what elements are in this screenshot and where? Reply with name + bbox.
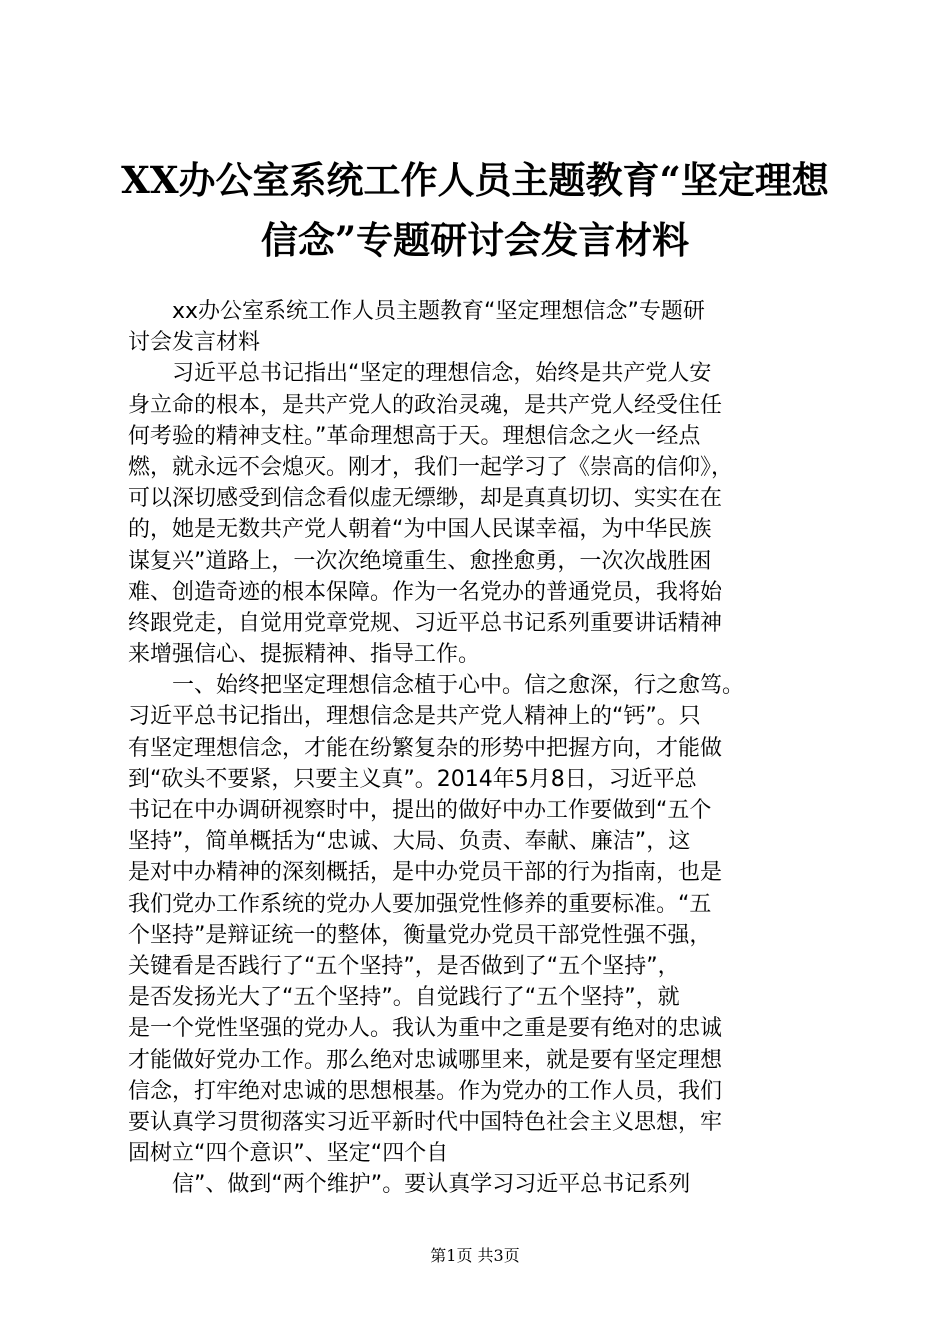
body-line: 信念，打牢绝对忠诚的思想根基。作为党办的工作人员，我们 <box>128 1078 723 1104</box>
body-line: 我们党办工作系统的党办人要加强党性修养的重要标准。“五 <box>128 891 712 917</box>
document-title-line-1: XX办公室系统工作人员主题教育“坚定理想 <box>121 158 829 202</box>
body-line: 到“砍头不要紧，只要主义真”。2014年5月8日，习近平总 <box>128 766 697 792</box>
body-line: 是一个党性坚强的党办人。我认为重中之重是要有绝对的忠诚 <box>128 1016 723 1042</box>
body-line: 信”、做到“两个维护”。要认真学习习近平总书记系列 <box>172 1172 691 1198</box>
body-line: 有坚定理想信念，才能在纷繁复杂的形势中把握方向，才能做 <box>128 735 723 761</box>
body-line: 燃，就永远不会熄灭。刚才，我们一起学习了《崇高的信仰》， <box>128 454 734 480</box>
body-line: 坚持”，简单概括为“忠诚、大局、负责、奉献、廉洁”，这 <box>128 829 691 855</box>
body-line: 习近平总书记指出“坚定的理想信念，始终是共产党人安 <box>172 361 712 387</box>
body-line: 是对中办精神的深刻概括，是中办党员干部的行为指南，也是 <box>128 860 723 886</box>
body-line: 一、始终把坚定理想信念植于心中。信之愈深，行之愈笃。 <box>172 673 745 699</box>
body-line: 才能做好党办工作。那么绝对忠诚哪里来，就是要有坚定理想 <box>128 1047 723 1073</box>
body-line: 终跟党走，自觉用党章党规、习近平总书记系列重要讲话精神 <box>128 610 723 636</box>
body-line: xx办公室系统工作人员主题教育“坚定理想信念”专题研 <box>172 299 705 324</box>
body-line: 何考验的精神支柱。”革命理想高于天。理想信念之火一经点 <box>128 423 701 449</box>
body-line: 的，她是无数共产党人朝着“为中国人民谋幸福，为中华民族 <box>128 517 712 543</box>
body-line: 来增强信心、提振精神、指导工作。 <box>128 642 481 668</box>
body-line: 个坚持”是辩证统一的整体，衡量党办党员干部党性强不强， <box>128 922 712 948</box>
page-footer: 第1页 共3页 <box>430 1246 520 1265</box>
body-line: 固树立“四个意识”、坚定“四个自 <box>128 1141 449 1167</box>
document-body <box>128 296 848 1200</box>
body-line: 可以深切感受到信念看似虚无缥缈，却是真真切切、实实在在 <box>128 486 723 512</box>
body-line: 是否发扬光大了“五个坚持”。自觉践行了“五个坚持”，就 <box>128 985 680 1011</box>
body-line: 讨会发言材料 <box>128 330 261 356</box>
document-title-line-2: 信念”专题研讨会发言材料 <box>260 218 690 262</box>
body-line: 谋复兴”道路上，一次次绝境重生、愈挫愈勇，一次次战胜困 <box>128 548 712 574</box>
body-line: 习近平总书记指出，理想信念是共产党人精神上的“钙”。只 <box>128 704 701 730</box>
body-line: 关键看是否践行了“五个坚持”，是否做到了“五个坚持”， <box>128 953 680 979</box>
body-line: 书记在中办调研视察时中，提出的做好中办工作要做到“五个 <box>128 798 712 823</box>
body-line: 难、创造奇迹的根本保障。作为一名党办的普通党员，我将始 <box>128 579 723 605</box>
body-line: 要认真学习贯彻落实习近平新时代中国特色社会主义思想，牢 <box>128 1109 723 1135</box>
body-line: 身立命的根本，是共产党人的政治灵魂，是共产党人经受住任 <box>128 392 723 418</box>
